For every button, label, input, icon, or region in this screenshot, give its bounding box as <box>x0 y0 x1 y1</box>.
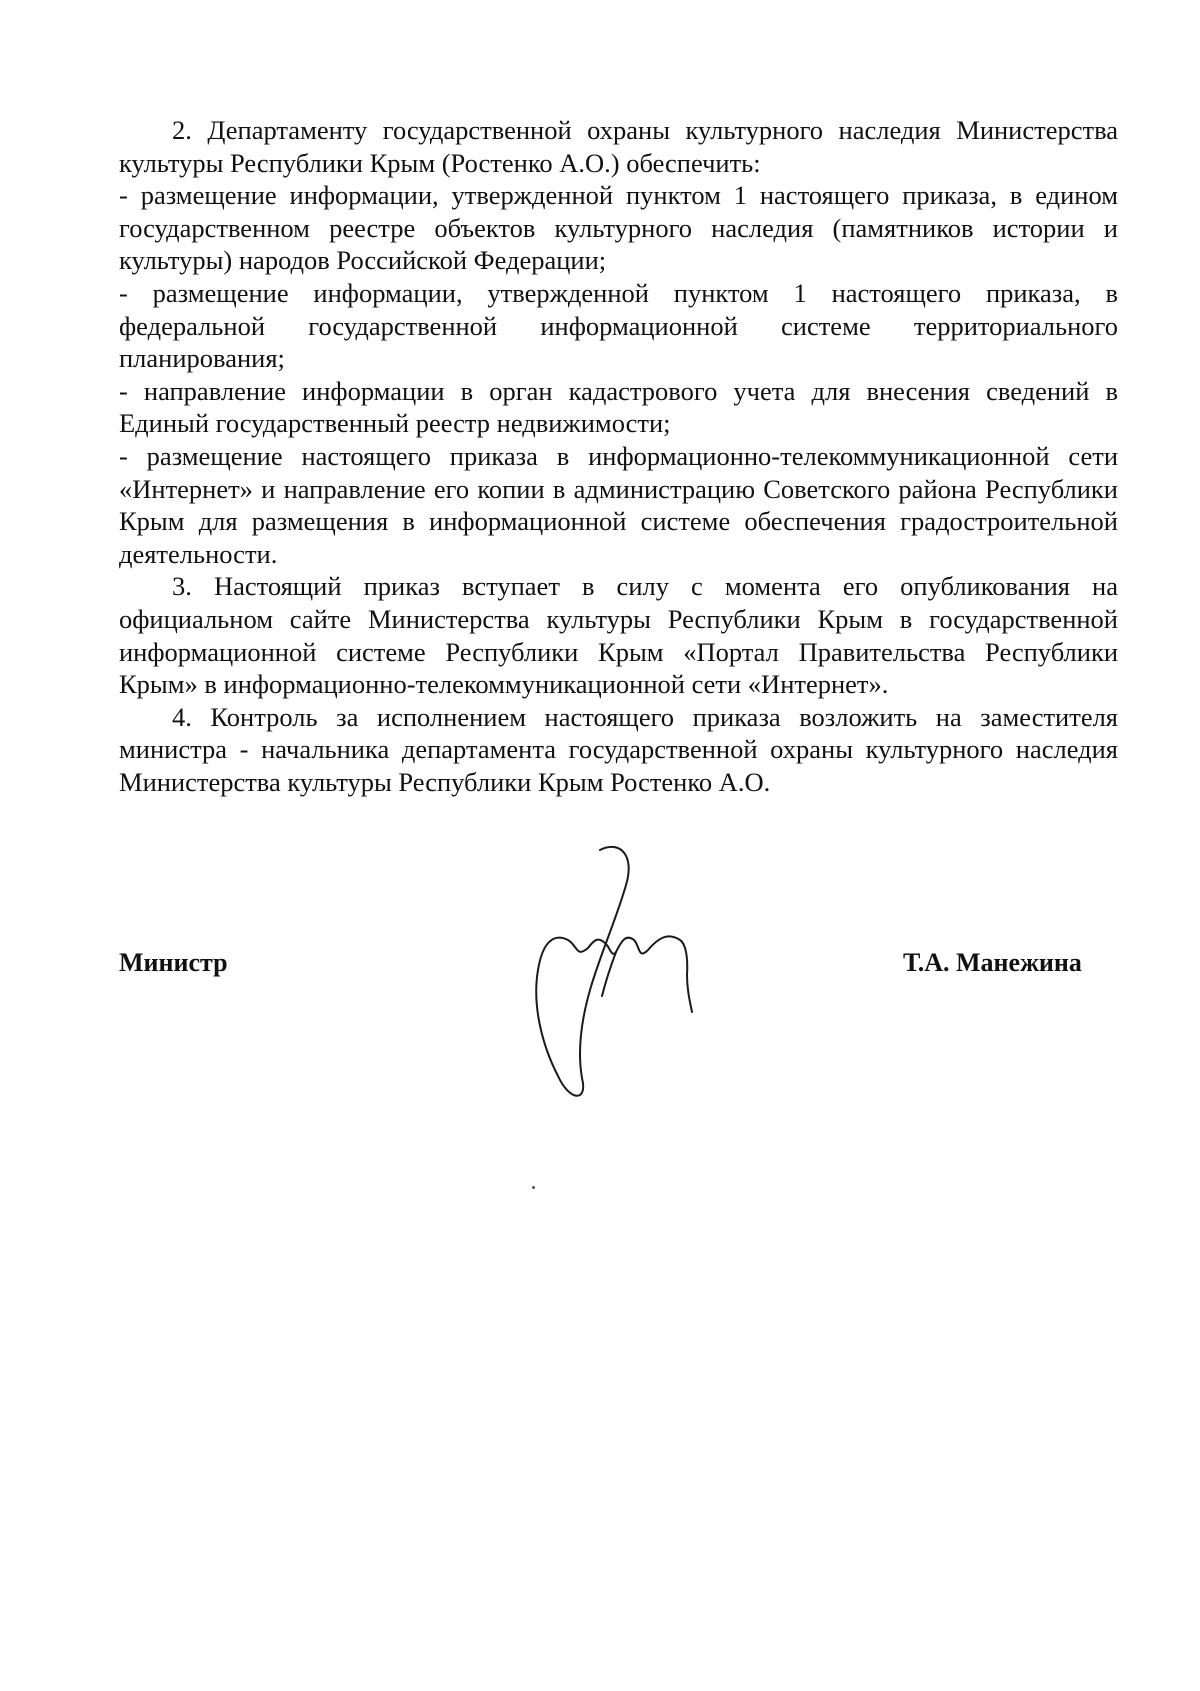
document-body <box>119 114 1118 798</box>
paragraph-item-4: 4. Контроль за исполнением настоящего приказа возложить на заместителя министра - начальника департамента государственной охраны культурного наследия Министерства культуры Республики Крым Ростенко А.О. <box>119 701 1118 797</box>
scan-speck <box>532 1186 535 1189</box>
position-title: Министр <box>119 948 228 977</box>
paragraph-bullet-registry: - размещение информации, утвержденной пунктом 1 настоящего приказа, в едином государственном реестре объектов культурного наследия (памятников истории и культуры) народов Российской Федерации; <box>119 180 1118 276</box>
paragraph-bullet-planning-system: - размещение информации, утвержденной пунктом 1 настоящего приказа, в федеральной государственной информационной системе территориального планирования; <box>119 277 1118 374</box>
handwritten-signature <box>530 840 730 1100</box>
paragraph-item-2: 2. Департаменту государственной охраны культурного наследия Министерства культуры Республики Крым (Ростенко А.О.) обеспечить: <box>119 115 1118 178</box>
paragraph-bullet-internet: - размещение настоящего приказа в информационно-телекоммуникационной сети «Интернет» и направление его копии в администрацию Советского района Республики Крым для размещения в информационной системе обеспечения градостроительной деятельности. <box>119 440 1118 569</box>
paragraph-bullet-cadastral: - направление информации в орган кадастрового учета для внесения сведений в Единый государственный реестр недвижимости; <box>119 375 1118 439</box>
paragraph-item-3: 3. Настоящий приказ вступает в силу с момента его опубликования на официальном сайте Министерства культуры Республики Крым в государственной информационной системе Республики Крым «Портал Правительства Республики Крым» в информационно-телекоммуникационной сети «Интернет». <box>119 571 1118 700</box>
signatory-name: Т.А. Манежина <box>903 948 1082 977</box>
